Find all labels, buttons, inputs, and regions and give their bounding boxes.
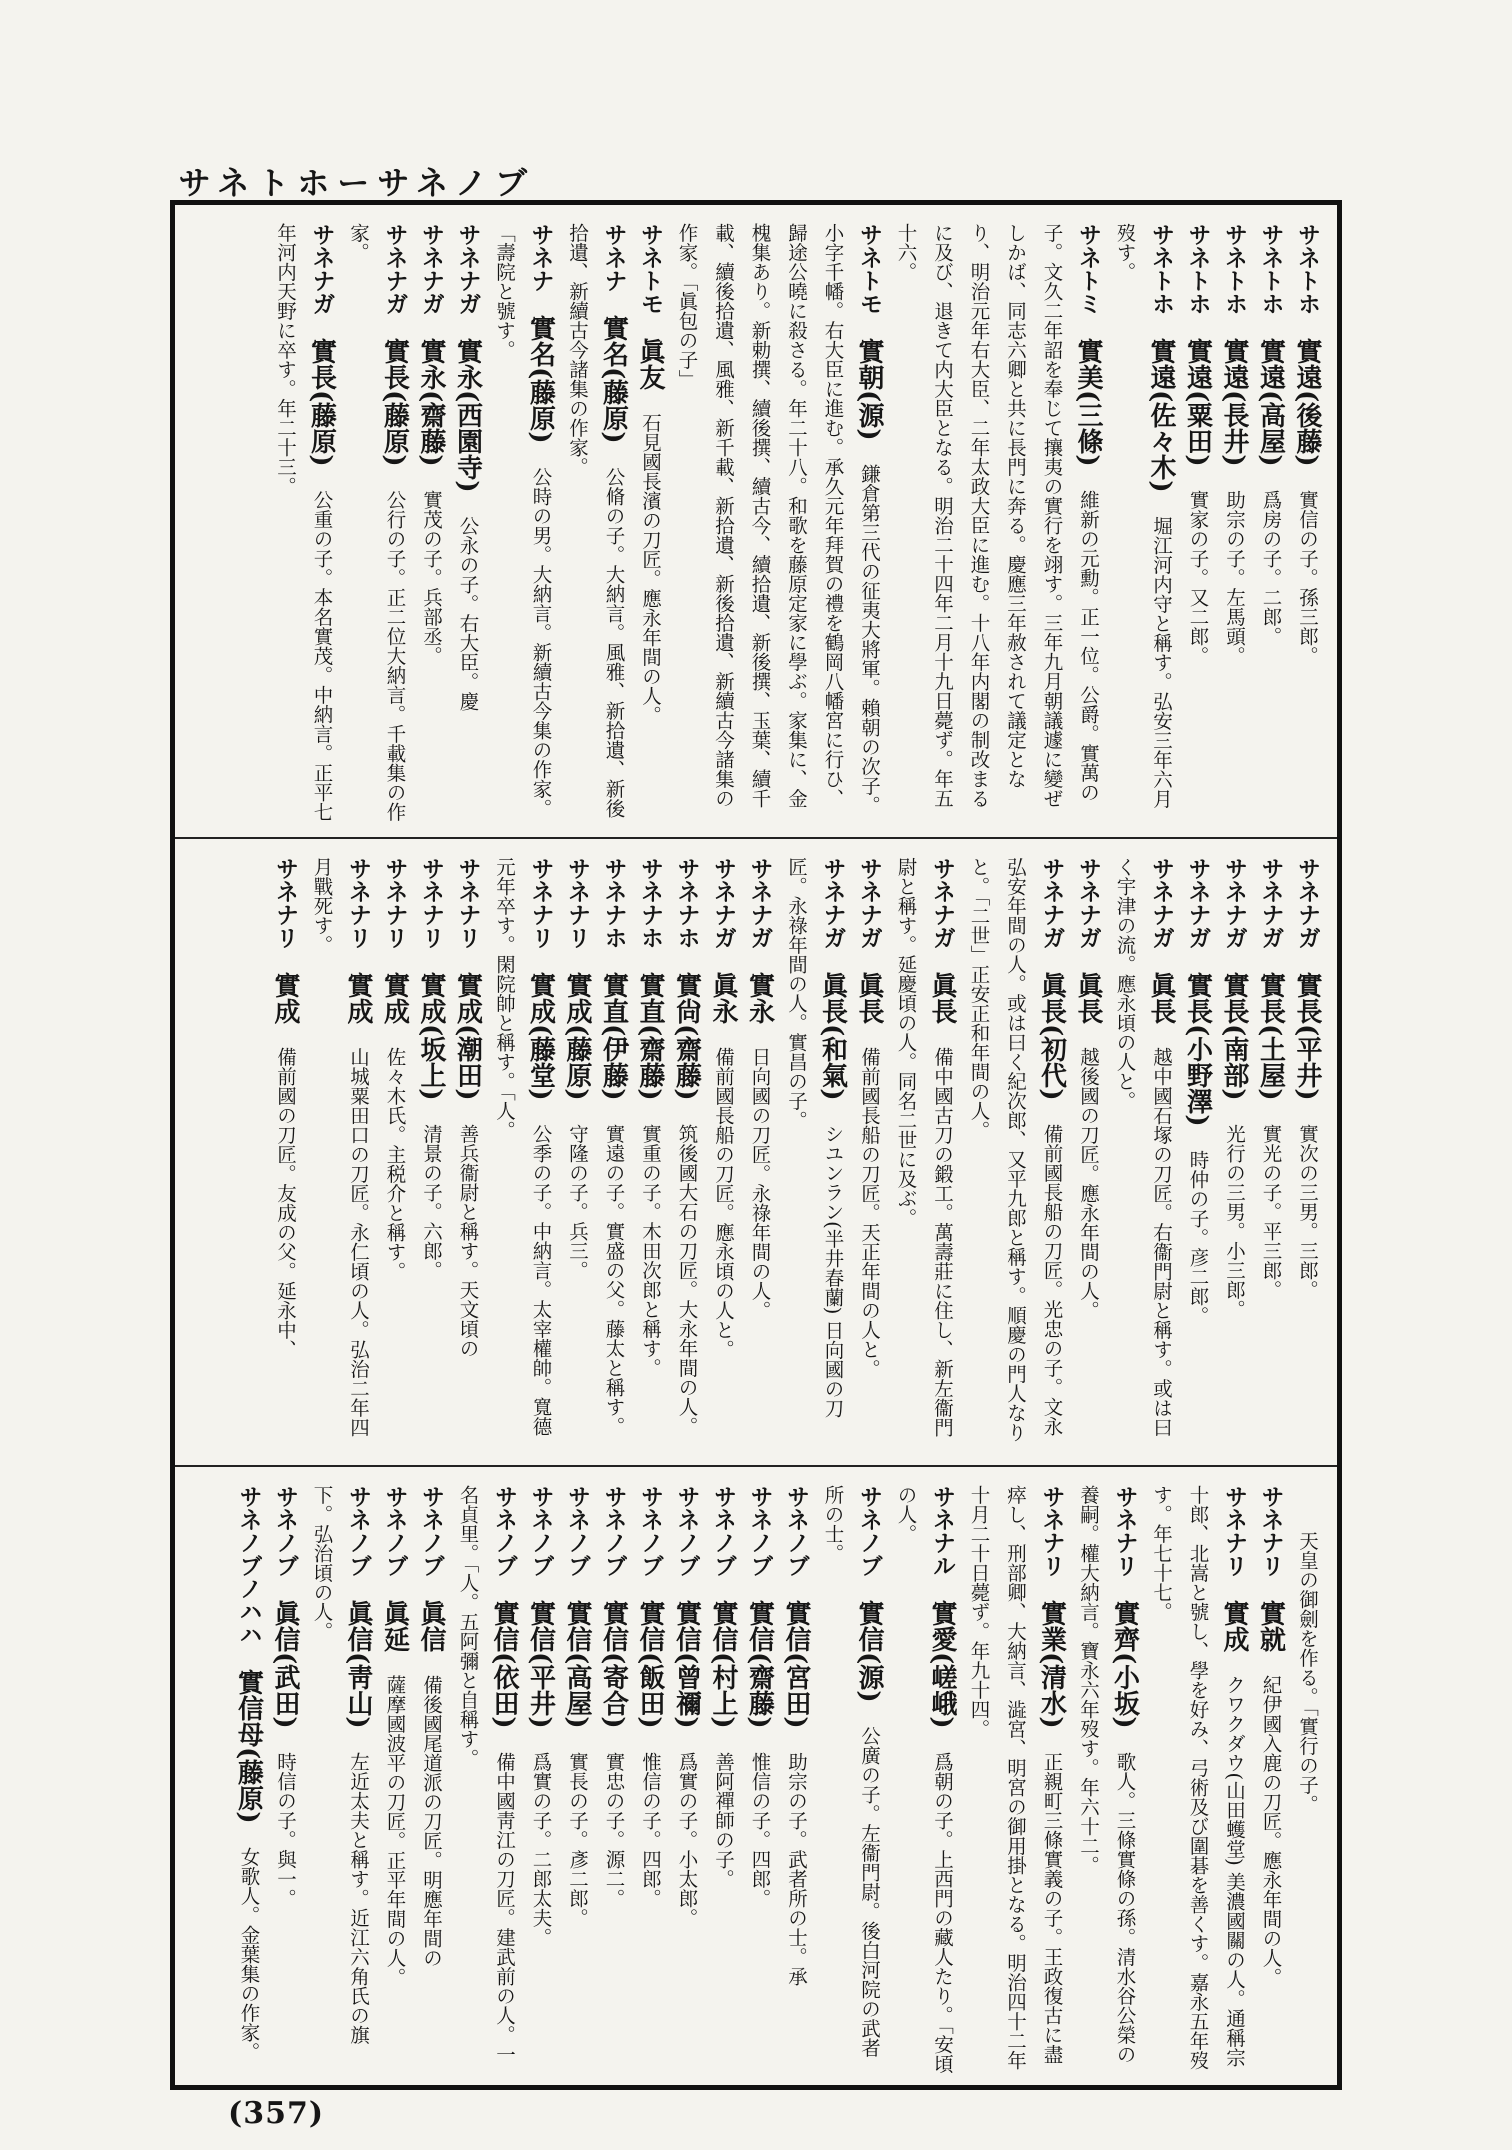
entry-reading: サネトモ xyxy=(637,223,663,315)
dictionary-entry xyxy=(376,857,413,1455)
entry-name: 實永(齋藤) xyxy=(416,338,446,467)
dictionary-entry xyxy=(887,857,960,1455)
dictionary-entry xyxy=(887,1485,960,2075)
dictionary-entry xyxy=(1070,1485,1143,2075)
entry-name: 實成(坂上) xyxy=(416,972,446,1101)
entry-reading: サネナ xyxy=(527,223,554,292)
entry-name: 實美(三條) xyxy=(1073,338,1103,467)
entry-description: 清景の子。六郎。 xyxy=(420,1123,443,1280)
entry-name: 實信(依田) xyxy=(489,1600,519,1729)
dictionary-entry xyxy=(486,857,559,1455)
dictionary-entry xyxy=(668,1485,705,2075)
entry-description: 實遠の子。實盛の父。藤太と稱す。 xyxy=(602,1123,626,1436)
entry-name: 實信(曾禰) xyxy=(671,1600,702,1729)
dictionary-entry xyxy=(449,857,486,1455)
entry-name: 實就 xyxy=(1255,1600,1286,1652)
dictionary-entry xyxy=(1289,857,1326,1455)
entry-name: 實長(土屋) xyxy=(1255,972,1286,1101)
entry-name: 實成 xyxy=(1219,1600,1249,1652)
dictionary-entry xyxy=(960,857,1070,1455)
entry-reading: サネナガ xyxy=(1075,857,1101,949)
entry-name: 實信母(藤原) xyxy=(233,1669,264,1824)
entry-name: 眞延 xyxy=(379,1600,410,1652)
entry-name: 眞長 xyxy=(1073,972,1103,1024)
entry-description: 惟信の子。四郎。 xyxy=(748,1751,772,1908)
dictionary-entry xyxy=(1289,1485,1326,2075)
entry-name: 實直(伊藤) xyxy=(598,972,629,1101)
entry-description: 時信の子。與一。 xyxy=(274,1751,297,1908)
entry-reading: サネノブ xyxy=(418,1485,444,1577)
entry-description: 公重の子。本名實茂。中納言。正平七年河内天野に卒す。年二十三。 xyxy=(274,223,334,822)
entry-description: 佐々木氏。主税介と稱す。 xyxy=(383,1047,407,1281)
dictionary-entry xyxy=(376,1485,413,2075)
dictionary-entry xyxy=(741,857,778,1455)
dictionary-entry xyxy=(887,223,1106,827)
entry-name: 實成 xyxy=(270,972,300,1024)
entry-reading: サネノブ xyxy=(491,1485,517,1577)
entries-tier-2 xyxy=(175,837,1337,1465)
entry-reading: サネナガ xyxy=(418,223,444,315)
entry-description: 正親町三條實義の子。王政復古に盡瘁し、刑部卿、大納言、澁宮、明宮の御用掛となる。明治四十二年十月二十日薨ず。年九十四。 xyxy=(967,1485,1064,2070)
entry-name: 實直(齋藤) xyxy=(635,972,665,1101)
entry-name: 實永 xyxy=(744,972,775,1024)
entry-reading: サネナ xyxy=(600,223,627,292)
page-number: (357) xyxy=(228,2096,325,2131)
entries-tier-3 xyxy=(175,1465,1337,2085)
entry-description: 備後國尾道派の刀匠。明應年間の xyxy=(420,1675,443,1968)
entry-description: 備前國長船の刀匠。天正年間の人と。 xyxy=(858,1047,881,1379)
entry-name: 實信(飯田) xyxy=(635,1600,665,1729)
entry-name: 實尙(齋藤) xyxy=(671,972,702,1101)
entry-description: 筑後國大石の刀匠。大永年間の人。 xyxy=(675,1123,699,1436)
dictionary-entry xyxy=(1252,223,1289,827)
dictionary-entry xyxy=(1179,857,1216,1455)
entry-reading: サネナガ xyxy=(454,223,481,315)
dictionary-entry xyxy=(741,1485,778,2075)
running-header: サネトホーサネノブ xyxy=(178,164,535,202)
entry-reading: サネノブ xyxy=(381,1485,408,1577)
dictionary-entry xyxy=(668,857,705,1455)
entry-reading: サネナガ xyxy=(1221,857,1247,949)
entry-reading: サネナリ xyxy=(1257,1485,1284,1577)
entry-reading: サネトホ xyxy=(1257,223,1284,315)
entry-reading: サネナリ xyxy=(418,857,444,949)
entry-description: 備前國の刀匠。友成の父。延永中、 xyxy=(274,1047,297,1359)
entry-description: 石見國長濱の刀匠。應永年間の人。 xyxy=(639,413,662,725)
dictionary-entry xyxy=(1106,857,1179,1455)
dictionary-entry xyxy=(230,1485,267,2075)
entry-name: 眞信 xyxy=(416,1600,446,1652)
dictionary-entry xyxy=(413,857,450,1455)
entry-reading: サネナホ xyxy=(637,857,663,949)
entry-name: 實遠(高屋) xyxy=(1255,338,1286,467)
entry-description: 紀伊國入鹿の刀匠。應永年間の人。 xyxy=(1259,1675,1283,1987)
entry-name: 眞友 xyxy=(635,338,665,390)
entry-reading: サネナリ xyxy=(345,857,371,949)
entry-reading: サネナル xyxy=(929,1485,955,1577)
dictionary-entry xyxy=(595,1485,632,2075)
dictionary-entry xyxy=(559,857,596,1455)
entry-description: 越中國石塚の刀匠。右衞門尉と稱す。或は曰く宇津の流。應永頃の人と。 xyxy=(1113,857,1173,1437)
entry-description: 實忠の子。源二。 xyxy=(602,1751,626,1908)
entry-name: 實業(清水) xyxy=(1036,1600,1067,1729)
entry-reading: サネナリ xyxy=(381,857,408,949)
entry-description: 備前國長船の刀匠。應永頃の人と。 xyxy=(712,1047,735,1359)
dictionary-entry xyxy=(1106,223,1179,827)
entry-reading: サネナガ xyxy=(1294,857,1320,949)
entry-reading: サネノブ xyxy=(272,1485,298,1577)
dictionary-entry xyxy=(668,223,887,827)
dictionary-entry xyxy=(1216,223,1253,827)
entry-description: 惟信の子。四郎。 xyxy=(639,1751,662,1908)
dictionary-entry xyxy=(1216,857,1253,1455)
entry-description: 爲實の子。二郎太夫。 xyxy=(529,1751,553,1947)
entry-description: 公永の子。右大臣。慶 xyxy=(456,515,480,711)
entry-reading: サネナガ xyxy=(856,857,882,949)
entry-name: 眞長 xyxy=(927,972,957,1024)
entry-description: 備中國古刀の鍛工。萬壽莊に住し、新左衞門尉と稱す。延慶頃の人。同名二世に及ぶ。 xyxy=(894,857,954,1437)
entry-reading: サネノブ xyxy=(673,1485,700,1577)
dictionary-entry xyxy=(632,223,669,827)
entry-reading: サネトホ xyxy=(1294,223,1320,315)
entry-reading: サネナガ xyxy=(819,857,846,949)
dictionary-entry xyxy=(267,223,340,827)
entry-description: 爲實の子。小太郎。 xyxy=(675,1751,699,1928)
dictionary-entry xyxy=(595,857,632,1455)
entry-description: 薩摩國波平の刀匠。正平年間の人。 xyxy=(383,1675,407,1987)
entry-reading: サネナリ xyxy=(272,857,298,949)
entry-name: 實名(藤原) xyxy=(598,315,629,444)
entry-description: 維新の元勳。正一位。公爵。實萬の子。文久二年詔を奉じて攘夷の實行を翊す。三年九月朝議遽に變ぜしかば、同志六卿と共に長門に奔る。慶應三年赦されて議定となり、明治元年右大臣、二年太政大臣に進む。十八年内閣の制改まるに及び、退きて内大臣となる。明治二十四年二月十九日薨ず。年五十六。 xyxy=(894,223,1100,808)
entry-description: 守隆の子。兵三。 xyxy=(566,1123,589,1280)
entry-name: 眞永 xyxy=(708,972,738,1024)
entry-description: 善阿禪師の子。 xyxy=(712,1751,735,1889)
entry-description: 實長の子。彥二郎。 xyxy=(566,1751,589,1928)
entry-description: 左近太夫と稱す。近江六角氏の旗下。弘治頃の人。 xyxy=(310,1485,370,2045)
dictionary-entry xyxy=(303,857,376,1455)
entry-name: 實成(潮田) xyxy=(452,972,483,1101)
entry-name: 實成(藤堂) xyxy=(525,972,556,1101)
entry-name: 實朝(源) xyxy=(854,338,884,441)
dictionary-entry xyxy=(632,1485,669,2075)
entry-name: 實永(西園寺) xyxy=(452,338,483,493)
entry-description: 爲房の子。二郎。 xyxy=(1259,489,1283,646)
entry-name: 實長(平井) xyxy=(1292,972,1322,1101)
entry-name: 眞信(靑山) xyxy=(343,1600,373,1729)
dictionary-entry xyxy=(413,1485,450,2075)
entry-description: 助宗の子。武者所の士。承 xyxy=(785,1751,808,1986)
dictionary-entry xyxy=(632,857,669,1455)
entry-description: 助宗の子。左馬頭。 xyxy=(1223,489,1246,666)
entry-name: 實信(村上) xyxy=(708,1600,738,1729)
entry-reading: サネトホ xyxy=(1221,223,1247,315)
entry-reading: サネナホ xyxy=(673,857,700,949)
dictionary-entry xyxy=(1179,223,1216,827)
entry-reading: サネノブ xyxy=(856,1485,882,1577)
entry-description: 實次の三男。三郎。 xyxy=(1296,1123,1319,1300)
dictionary-entry xyxy=(960,1485,1070,2075)
dictionary-entry xyxy=(559,223,632,827)
entry-reading: サネトモ xyxy=(856,223,882,315)
dictionary-entry xyxy=(1252,857,1289,1455)
entry-reading: サネナガ xyxy=(381,223,408,315)
dictionary-entry xyxy=(778,857,851,1455)
dictionary-entry xyxy=(303,1485,376,2075)
entry-description: 備中國靑江の刀匠。建武前の人。一名貞里。「人。五阿彌と自稱す。 xyxy=(456,1485,516,2064)
entry-description: 實茂の子。兵部丞。 xyxy=(420,489,443,666)
entry-name: 實遠(後藤) xyxy=(1292,338,1322,467)
entry-description: 女歌人。金葉集の作家。 xyxy=(237,1846,261,2062)
entry-reading: サネノブ xyxy=(600,1485,627,1577)
entry-name: 實長(藤原) xyxy=(379,338,410,467)
entry-description: 山城粟田口の刀匠。永仁頃の人。弘治二年四月戰死す。 xyxy=(310,857,370,1437)
entry-name: 實愛(嵯峨) xyxy=(927,1600,957,1729)
entry-description: 公行の子。正二位大納言。千載集の作家。 xyxy=(347,223,407,822)
entry-reading: サネナガ xyxy=(1148,857,1174,949)
dictionary-entry xyxy=(267,1485,304,2075)
entry-description: 公廣の子。左衞門尉。後白河院の武者所の士。 xyxy=(821,1485,881,2058)
entry-description: 時仲の子。彦二郎。 xyxy=(1186,1149,1210,1326)
entry-reading: サネナホ xyxy=(600,857,627,949)
entry-reading: サネナリ xyxy=(564,857,590,949)
entry-reading: サネナガ xyxy=(1257,857,1284,949)
entry-name: 實信(源) xyxy=(854,1600,884,1703)
entry-reading: サネナリ xyxy=(1221,1485,1247,1577)
entry-description: 公時の男。大納言。新續古今集の作家。「壽院と號す。 xyxy=(493,223,553,818)
entry-name: 實名(藤原) xyxy=(525,315,556,444)
entry-description: 歌人。三條實條の孫。清水谷公榮の養嗣。權大納言。寶永六年歿す。年六十二。 xyxy=(1077,1485,1137,2064)
entry-name: 實信(高屋) xyxy=(562,1600,592,1729)
entry-description: 善兵衞尉と稱す。天文頃の xyxy=(456,1123,480,1358)
entry-name: 實遠(粟田) xyxy=(1182,338,1213,467)
entry-description: 天皇の御劍を作る。「實行の子。 xyxy=(1296,1531,1319,1814)
entry-description: 實信の子。孫三郎。 xyxy=(1296,489,1319,666)
dictionary-entry xyxy=(851,857,888,1455)
entry-name: 實齊(小坂) xyxy=(1109,1600,1140,1729)
entry-name: 實長(藤原) xyxy=(306,338,337,467)
entry-description: 實家の子。又二郎。 xyxy=(1186,489,1210,666)
entry-reading: サネナリ xyxy=(527,857,554,949)
dictionary-entry xyxy=(340,223,413,827)
entry-name: 實成 xyxy=(379,972,410,1024)
dictionary-entry xyxy=(449,1485,522,2075)
entry-description: 公脩の子。大納言。風雅、新拾遺、新後拾遺、新續古今諸集の作家。 xyxy=(566,223,626,818)
entries-tier-1 xyxy=(175,205,1337,837)
entry-reading: サネナガ xyxy=(746,857,773,949)
entry-reading: サネトホ xyxy=(1184,223,1211,315)
entry-reading: サネトミ xyxy=(1075,223,1101,315)
entry-reading: サネノブ xyxy=(345,1485,371,1577)
entry-reading: サネナガ xyxy=(710,857,736,949)
entry-description: 日向國の刀匠。永祿年間の人。 xyxy=(748,1047,772,1320)
entry-description: シユンラン(半井春蘭) 日向國の刀匠。永祿年間の人。實昌の子。 xyxy=(785,857,845,1419)
entry-reading: サネノブ xyxy=(746,1485,773,1577)
entry-reading: サネノブ xyxy=(783,1485,809,1577)
dictionary-entry xyxy=(778,1485,815,2075)
dictionary-entry xyxy=(1143,1485,1253,2075)
entry-reading: サネナガ xyxy=(308,223,335,315)
entry-name: 實長(南部) xyxy=(1219,972,1249,1101)
entry-name: 實信(平井) xyxy=(525,1600,556,1729)
entry-name: 實信(宮田) xyxy=(781,1600,811,1729)
entry-name: 實成(藤原) xyxy=(562,972,592,1101)
entry-reading: サネナリ xyxy=(1111,1485,1138,1577)
entry-reading: サネノブ xyxy=(710,1485,736,1577)
entry-reading: サネナリ xyxy=(454,857,481,949)
dictionary-entry xyxy=(267,857,304,1455)
entry-reading: サネトホ xyxy=(1148,223,1174,315)
entry-reading: サネナガ xyxy=(1038,857,1065,949)
entry-name: 眞長 xyxy=(1146,972,1176,1024)
entry-reading: サネナガ xyxy=(1184,857,1211,949)
entry-reading: サネナリ xyxy=(1038,1485,1065,1577)
entry-name: 眞長(初代) xyxy=(1036,972,1067,1101)
entry-description: 鎌倉第三代の征夷大將軍。賴朝の次子。小字千幡。右大臣に進む。承久元年拜賀の禮を鶴岡八幡宮に行ひ、歸途公曉に殺さる。年二十八。和歌を藤原定家に學ぶ。家集に、金槐集あり。新勅撰、續後撰、續古今、續拾遺、新後撰、玉葉、續千載、續後拾遺、風雅、新千載、新拾遺、新後拾遺、新續古今諸集の作家。「眞包の子」 xyxy=(675,223,881,815)
entry-reading: サネノブノハハ xyxy=(235,1485,262,1646)
entry-description: クワクダウ(山田蠖堂) 美濃國關の人。通稱宗十郎、北嵩と號し、學を好み、弓術及び圍碁を善くす。嘉永五年歿す。年七十七。 xyxy=(1150,1485,1246,2070)
entry-description: 實重の子。木田次郎と稱す。 xyxy=(639,1123,662,1378)
entry-description: 越後國の刀匠。應永年間の人。 xyxy=(1077,1047,1100,1320)
page-frame xyxy=(170,200,1342,2090)
entry-description: 實光の子。平三郎。 xyxy=(1259,1123,1283,1300)
dictionary-entry xyxy=(1070,857,1107,1455)
entry-name: 實成 xyxy=(343,972,373,1024)
dictionary-entry xyxy=(705,1485,742,2075)
entry-description: 光行の三男。小三郎。 xyxy=(1223,1123,1246,1319)
dictionary-entry xyxy=(814,1485,887,2075)
entry-reading: サネノブ xyxy=(527,1485,554,1577)
entry-name: 實信(齋藤) xyxy=(744,1600,775,1729)
entry-name: 眞長 xyxy=(854,972,884,1024)
entry-reading: サネノブ xyxy=(637,1485,663,1577)
dictionary-entry xyxy=(705,857,742,1455)
entry-name: 實遠(佐々木) xyxy=(1146,338,1176,493)
entry-description: 爲朝の子。上西門の藏人たり。「安頃の人。 xyxy=(894,1485,954,2074)
entry-description: 公季の子。中納言。太宰權帥。寬德元年卒す。閑院帥と稱す。「人。 xyxy=(493,857,553,1436)
entry-description: 備前國長船の刀匠。光忠の子。文永弘安年間の人。或は曰く紀次郎、又平九郎と稱す。順慶の門人なりと。「二世」正安正和年間の人。 xyxy=(967,857,1064,1442)
entry-name: 實長(小野澤) xyxy=(1182,972,1213,1127)
dictionary-entry xyxy=(1252,1485,1289,2075)
dictionary-entry xyxy=(449,223,486,827)
entry-name: 實信(寄合) xyxy=(598,1600,629,1729)
dictionary-entry xyxy=(486,223,559,827)
entry-reading: サネノブ xyxy=(564,1485,590,1577)
entry-name: 實遠(長井) xyxy=(1219,338,1249,467)
dictionary-entry xyxy=(559,1485,596,2075)
dictionary-entry xyxy=(413,223,450,827)
dictionary-entry xyxy=(522,1485,559,2075)
entry-description: 堀江河内守と稱す。弘安三年六月歿す。 xyxy=(1113,223,1173,809)
entry-name: 眞長(和氣) xyxy=(817,972,848,1101)
entry-name: 眞信(武田) xyxy=(270,1600,300,1729)
entry-reading: サネナガ xyxy=(929,857,955,949)
dictionary-entry xyxy=(1289,223,1326,827)
